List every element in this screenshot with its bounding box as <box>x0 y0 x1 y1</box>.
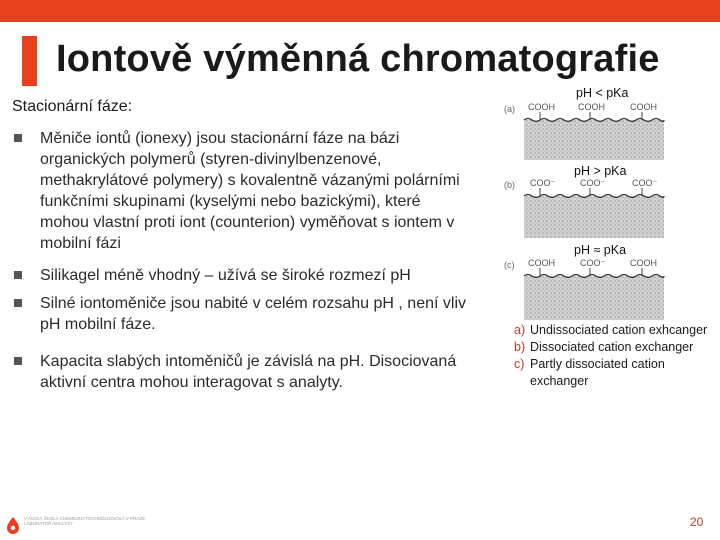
square-bullet-icon <box>14 271 22 279</box>
resin-surface-c <box>524 276 664 320</box>
panel-letter-c: (c) <box>504 260 515 270</box>
title-accent-block <box>22 36 37 86</box>
figure-drawing <box>502 84 712 324</box>
square-bullet-icon <box>14 134 22 142</box>
panel-letter-a: (a) <box>504 104 515 114</box>
group-label: COOH <box>578 102 605 112</box>
group-label: COOH <box>630 102 657 112</box>
top-accent-bar <box>0 0 720 22</box>
condition-label-c: pH ≈ pKa <box>574 243 627 257</box>
legend-item: b) Dissociated cation exchanger <box>514 340 694 354</box>
condition-label-b: pH > pKa <box>574 164 627 178</box>
group-label: COOH <box>630 258 657 268</box>
bullet-item: Měniče iontů (ionexy) jsou stacionární fáze na bázi organických polymerů (styren-divinylbenzenové, methakrylátové polymery) s kovalentně vázanými polárními funkčními skupinami (kyselými nebo bazickými), které mohou vlastní proti iont (counterion) vyměňovat s iontem v mobilní fázi <box>12 128 472 254</box>
figure-legend <box>514 322 714 390</box>
panel-letter-b: (b) <box>504 180 515 190</box>
legend-item: a) Undissociated cation exhcanger <box>514 323 708 337</box>
group-label: COO⁻ <box>632 178 658 188</box>
group-label: COO⁻ <box>580 178 606 188</box>
page-number: 20 <box>690 515 704 529</box>
footer-institution-text: VYSOKÁ ŠKOLA CHEMICKO-TECHNOLOGICKÁ V PRAZE · LABORATOŘ ANALÝZY <box>24 516 148 526</box>
legend-item: c) Partly dissociated cation exchanger <box>514 357 665 388</box>
condition-label-a: pH < pKa <box>576 86 629 100</box>
resin-surface-a <box>524 120 664 160</box>
square-bullet-icon <box>14 299 22 307</box>
section-subtitle: Stacionární fáze: <box>12 98 133 115</box>
bullet-item: Silikagel méně vhodný – užívá se široké rozmezí pH <box>12 265 472 286</box>
resin-surface-b <box>524 196 664 238</box>
bullet-item: Kapacita slabých intoměničů je závislá na pH. Disociovaná aktivní centra mohou interagovat s analyty. <box>12 351 472 393</box>
bullet-list <box>12 128 472 393</box>
group-label: COO⁻ <box>530 178 556 188</box>
university-logo-icon <box>6 516 20 534</box>
ion-exchanger-figure <box>502 84 712 324</box>
group-label: COOH <box>528 258 555 268</box>
square-bullet-icon <box>14 357 22 365</box>
bullet-item: Silné iontoměniče jsou nabité v celém rozsahu pH , není vliv pH mobilní fáze. <box>12 293 472 335</box>
group-label: COO⁻ <box>580 258 606 268</box>
slide-title: Iontově výměnná chromatografie <box>56 38 660 80</box>
group-label: COOH <box>528 102 555 112</box>
